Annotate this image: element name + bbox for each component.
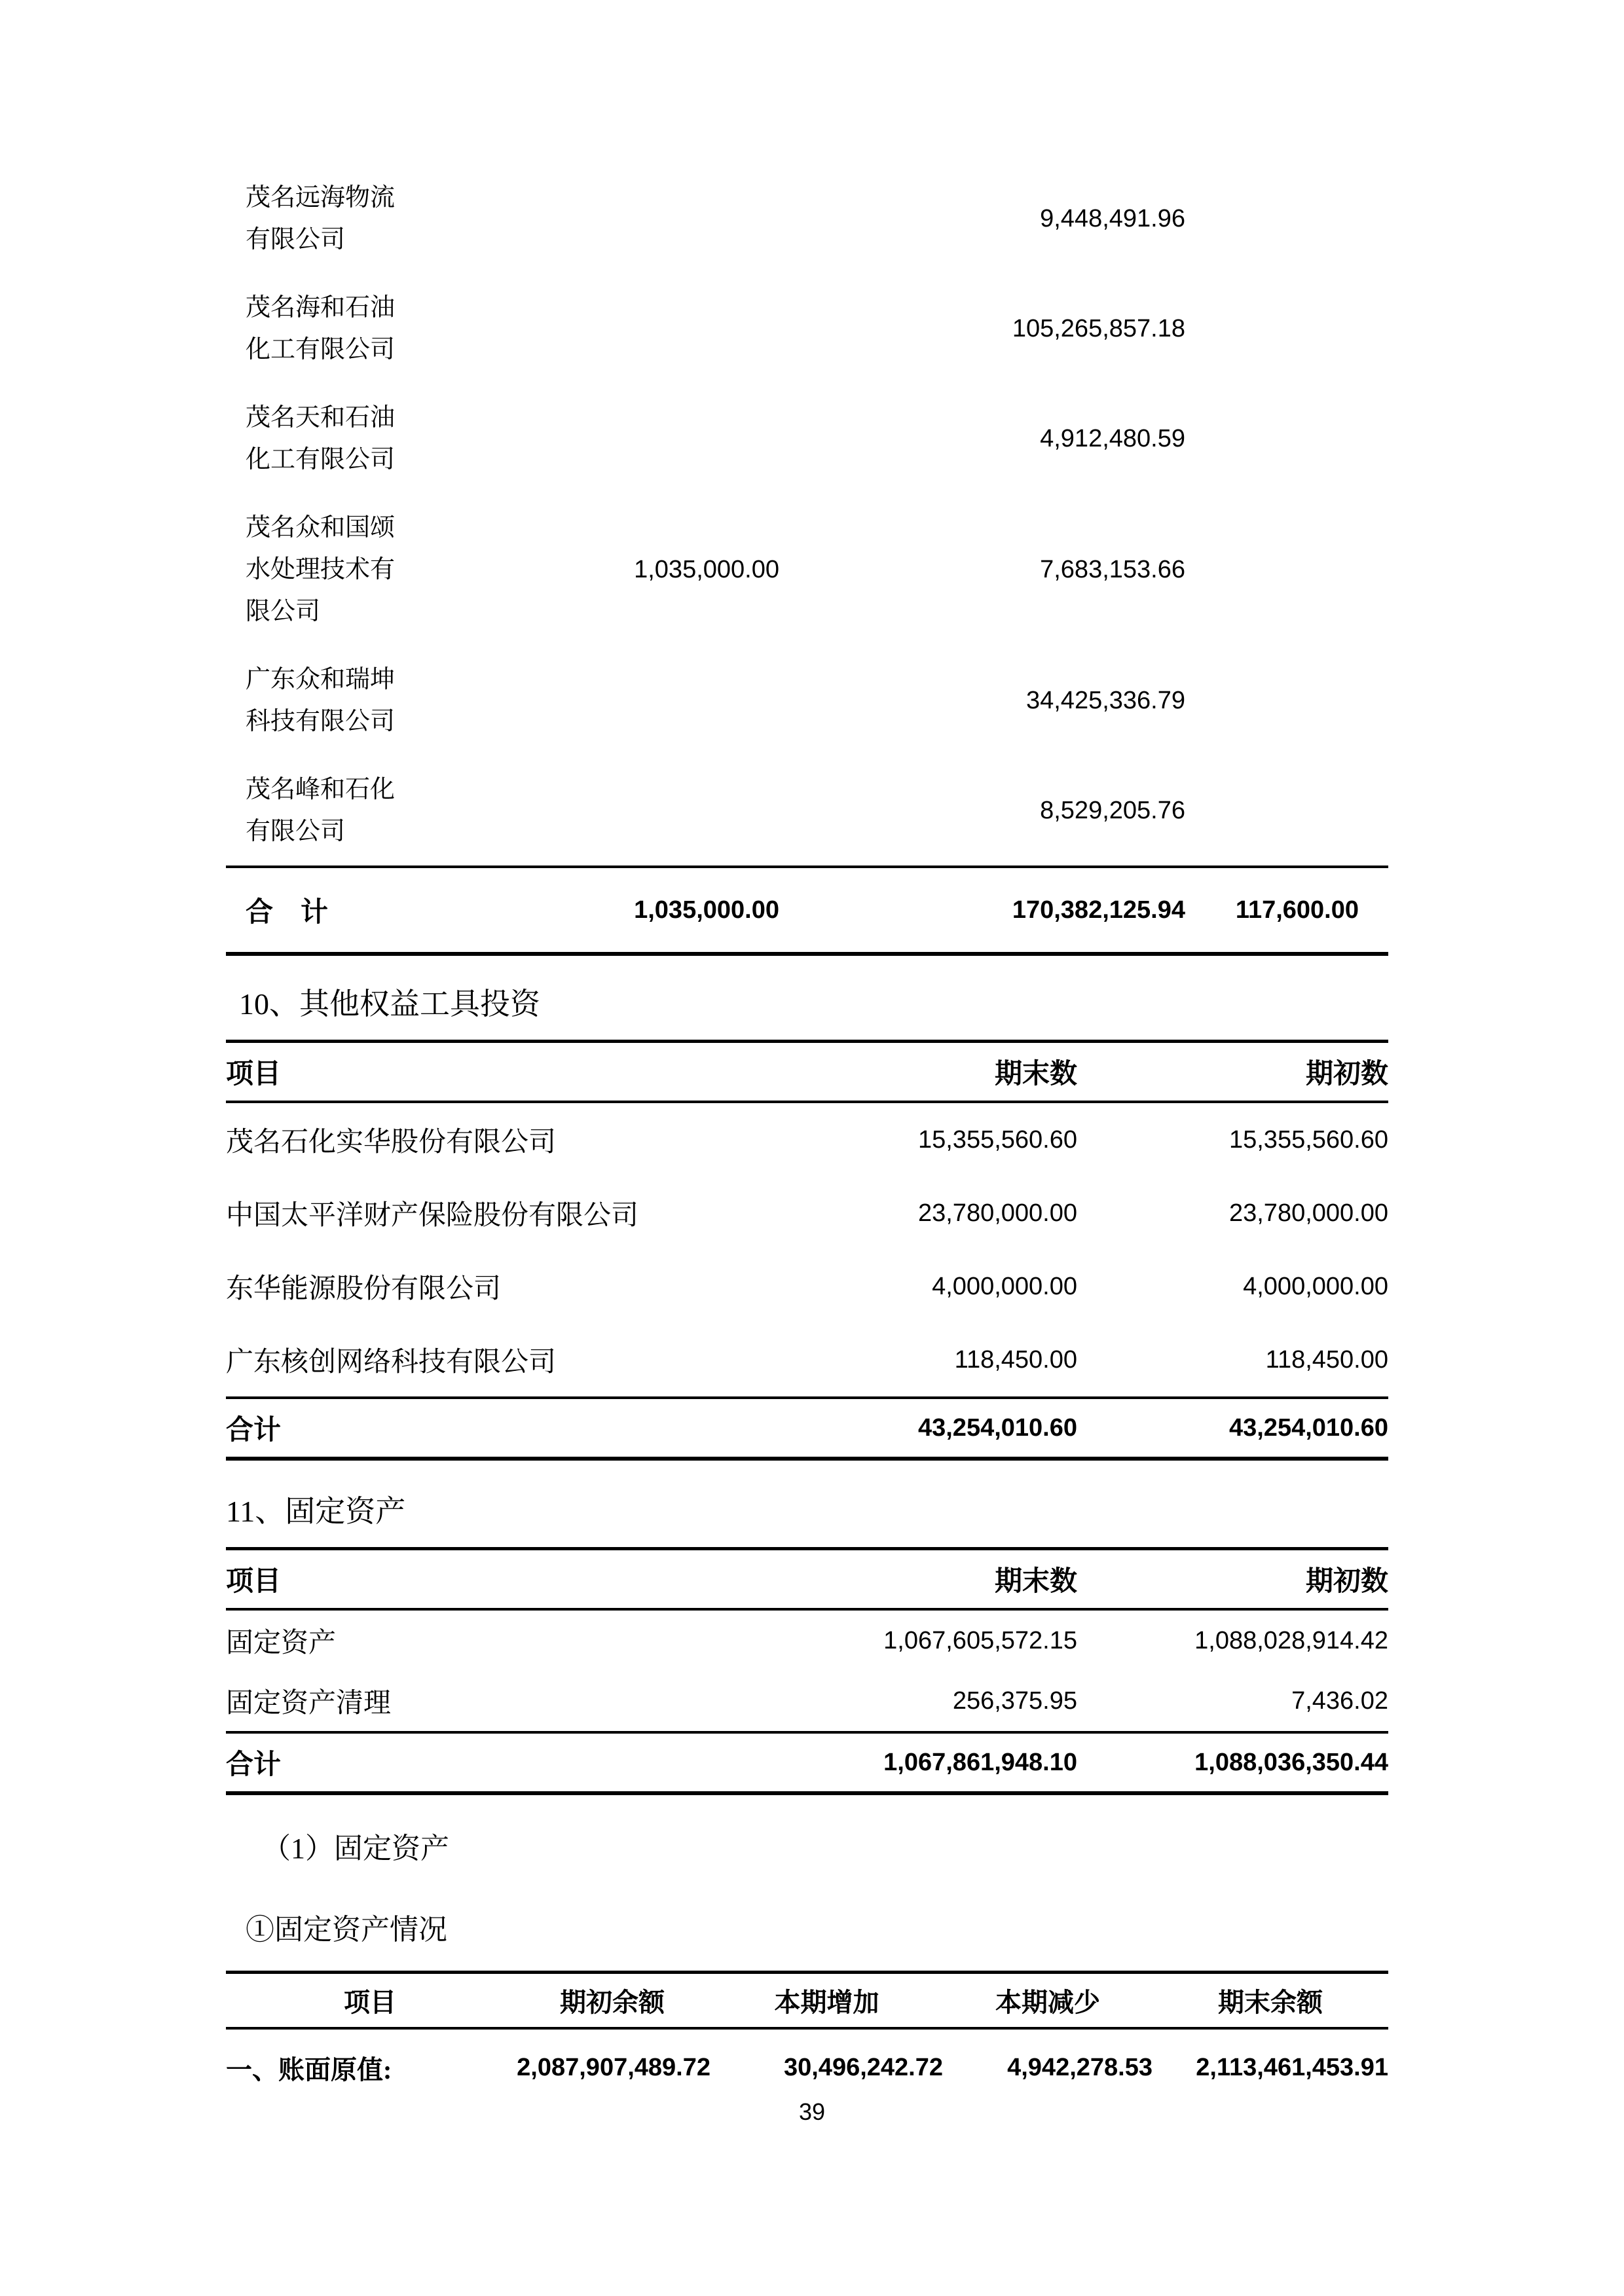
company-name-cell: 广东众和瑞坤科技有限公司 xyxy=(246,666,396,735)
amount-cell: 15,355,560.60 xyxy=(1228,1125,1388,1154)
amount-cell: 256,375.95 xyxy=(952,1686,1077,1715)
company-name-cell: 茂名石化实华股份有限公司 xyxy=(226,1127,557,1157)
table-row xyxy=(226,1671,1388,1732)
amount-cell xyxy=(458,646,779,756)
section-10-heading: 10、其他权益工具投资 xyxy=(239,987,540,1021)
page-content xyxy=(226,164,1388,2106)
table-header-row xyxy=(226,1973,1388,2029)
total-amount-cell: 117,600.00 xyxy=(1185,867,1388,954)
amount-cell: 15,355,560.60 xyxy=(917,1125,1077,1154)
amount-cell: 105,265,857.18 xyxy=(1012,314,1185,342)
amount-cell: 34,425,336.79 xyxy=(1025,686,1185,714)
table-row xyxy=(226,1250,1388,1323)
subsection-1-heading: （1）固定资产 xyxy=(262,1832,449,1865)
subsection-1-1-heading: ①固定资产情况 xyxy=(246,1914,447,1946)
fixed-assets-summary-table xyxy=(226,1547,1388,1795)
table-row xyxy=(226,1609,1388,1671)
company-name-cell: 茂名天和石油化工有限公司 xyxy=(246,404,396,473)
total-row xyxy=(226,1732,1388,1793)
total-amount-cell: 43,254,010.60 xyxy=(671,1398,1077,1459)
amount-cell: 30,496,242.72 xyxy=(783,2054,943,2081)
amount-cell: 118,450.00 xyxy=(954,1345,1077,1374)
table-row xyxy=(226,1102,1388,1176)
company-name-cell: 茂名海和石油化工有限公司 xyxy=(246,294,396,363)
total-amount-cell: 1,035,000.00 xyxy=(458,867,779,954)
amount-cell xyxy=(1185,646,1388,756)
amount-cell: 1,035,000.00 xyxy=(634,555,779,583)
column-header-beginning-balance: 期初余额 xyxy=(514,1973,710,2029)
amount-cell: 4,942,278.53 xyxy=(1007,2054,1153,2081)
amount-cell: 7,683,153.66 xyxy=(1040,555,1185,583)
amount-cell xyxy=(1185,274,1388,384)
column-header-beginning: 期初数 xyxy=(1077,1042,1388,1102)
column-header-ending: 期末数 xyxy=(671,1042,1077,1102)
company-name-cell: 东华能源股份有限公司 xyxy=(226,1274,502,1304)
other-equity-investments-table xyxy=(226,1040,1388,1461)
company-name-cell: 茂名远海物流有限公司 xyxy=(246,184,396,253)
section-11-heading: 11、固定资产 xyxy=(226,1495,406,1528)
column-header-item: 项目 xyxy=(226,1549,671,1610)
total-row xyxy=(226,867,1388,954)
amount-cell: 4,912,480.59 xyxy=(1040,424,1185,452)
total-amount-cell: 1,088,036,350.44 xyxy=(1077,1732,1388,1793)
table-row xyxy=(226,1323,1388,1398)
amount-cell: 8,529,205.76 xyxy=(1040,796,1185,824)
table-row xyxy=(226,646,1388,756)
table-row xyxy=(226,164,1388,274)
amount-cell: 7,436.02 xyxy=(1291,1686,1388,1715)
column-header-ending-balance: 期末余额 xyxy=(1153,1973,1388,2029)
total-amount-cell: 43,254,010.60 xyxy=(1077,1398,1388,1459)
column-header-item: 项目 xyxy=(226,1973,514,2029)
amount-cell: 9,448,491.96 xyxy=(1040,204,1185,232)
column-header-beginning: 期初数 xyxy=(1077,1549,1388,1610)
total-label: 合计 xyxy=(226,1398,671,1459)
amount-cell xyxy=(1185,494,1388,646)
table-row xyxy=(226,1176,1388,1250)
company-name-cell: 广东核创网络科技有限公司 xyxy=(226,1347,557,1377)
column-header-decrease: 本期减少 xyxy=(943,1973,1153,2029)
investment-continuation-table xyxy=(226,164,1388,956)
amount-cell xyxy=(1185,384,1388,494)
amount-cell: 4,000,000.00 xyxy=(932,1272,1077,1300)
row-label: 一、账面原值: xyxy=(226,2055,392,2085)
total-row xyxy=(226,1398,1388,1459)
page-number: 39 xyxy=(798,2098,826,2125)
total-label: 合 计 xyxy=(226,867,458,954)
company-name-cell: 中国太平洋财产保险股份有限公司 xyxy=(226,1201,639,1231)
column-header-increase: 本期增加 xyxy=(710,1973,943,2029)
table-row xyxy=(226,384,1388,494)
table-row xyxy=(226,274,1388,384)
amount-cell xyxy=(458,164,779,274)
amount-cell: 118,450.00 xyxy=(1265,1345,1388,1374)
amount-cell: 4,000,000.00 xyxy=(1243,1272,1388,1300)
table-header-row xyxy=(226,1042,1388,1102)
total-amount-cell: 170,382,125.94 xyxy=(779,867,1185,954)
company-name-cell: 茂名众和国颂水处理技术有限公司 xyxy=(246,514,396,625)
fixed-assets-detail-table xyxy=(226,1971,1388,2106)
amount-cell: 23,780,000.00 xyxy=(917,1199,1077,1227)
item-name-cell: 固定资产清理 xyxy=(226,1688,392,1719)
amount-cell: 2,113,461,453.91 xyxy=(1196,2054,1388,2081)
table-row xyxy=(226,494,1388,646)
amount-cell: 23,780,000.00 xyxy=(1228,1199,1388,1227)
table-header-row xyxy=(226,1549,1388,1610)
company-name-cell: 茂名峰和石化有限公司 xyxy=(246,776,396,845)
item-name-cell: 固定资产 xyxy=(226,1628,337,1658)
total-amount-cell: 1,067,861,948.10 xyxy=(671,1732,1077,1793)
column-header-item: 项目 xyxy=(226,1042,671,1102)
column-header-ending: 期末数 xyxy=(671,1549,1077,1610)
amount-cell xyxy=(458,274,779,384)
amount-cell: 1,067,605,572.15 xyxy=(883,1626,1077,1654)
table-row xyxy=(226,756,1388,867)
table-row xyxy=(226,2028,1388,2106)
amount-cell: 1,088,028,914.42 xyxy=(1194,1626,1388,1654)
amount-cell xyxy=(458,756,779,867)
amount-cell: 2,087,907,489.72 xyxy=(517,2054,710,2081)
total-label: 合计 xyxy=(226,1732,671,1793)
amount-cell xyxy=(1185,164,1388,274)
amount-cell xyxy=(458,384,779,494)
amount-cell xyxy=(1185,756,1388,867)
